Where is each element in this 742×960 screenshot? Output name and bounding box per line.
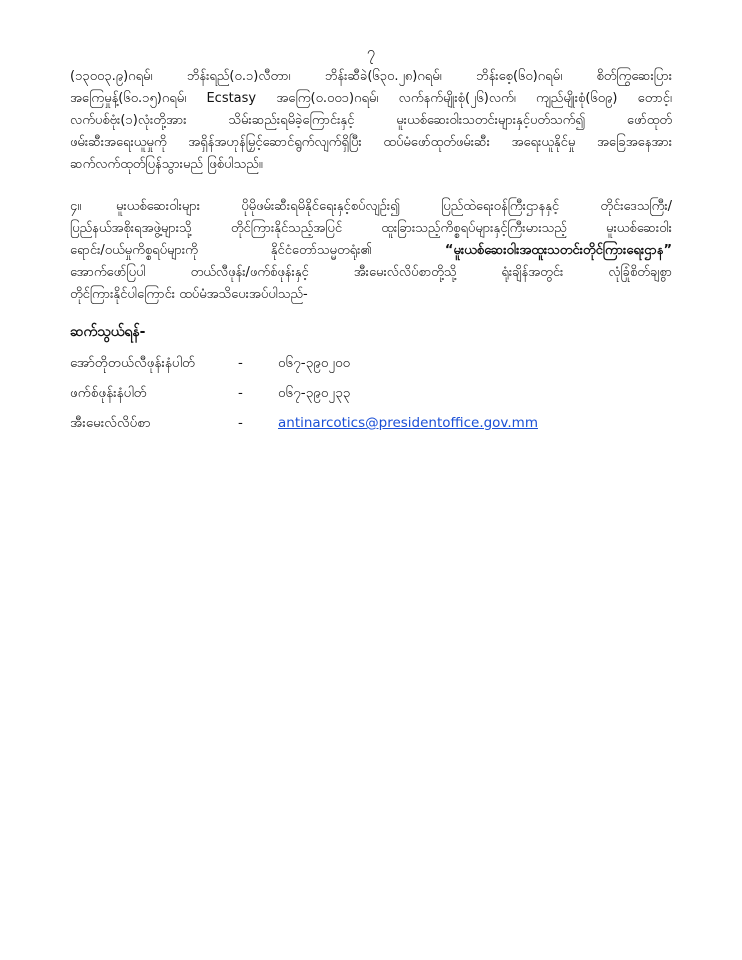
contact-separator: - — [238, 385, 243, 401]
contact-separator: - — [238, 415, 243, 431]
paragraph-line — [70, 196, 672, 218]
paragraph-line — [70, 240, 672, 262]
paragraph-seizure-summary — [70, 66, 672, 176]
email-link[interactable]: antinarcotics@presidentoffice.gov.mm — [278, 415, 538, 431]
paragraph-line: လက်ပစ်ဗုံး(၁)လုံးတို့အား သိမ်းဆည်းရမိခဲ့ကြောင်းနှင့် မူးယစ်ဆေးဝါးသတင်းများနှင့်ပတ်သက်၍ ဖော်ထုတ် — [70, 113, 672, 128]
contact-row-email — [70, 408, 672, 438]
phone-number: ၀၆၇-၃၉၀၂၀၀ — [278, 355, 351, 371]
paragraph-line: (၁၃၀၀၃.၉)ဂရမ်၊ ဘိန်းရည်(၀.၁)လီတာ၊ ဘိန်းဆီခဲ(၆၃၀.၂၈)ဂရမ်၊ ဘိန်းစေ့(၆၀)ဂရမ်၊ စိတ်ကြွဆေးပြား — [70, 69, 672, 84]
fax-number: ၀၆၇-၃၉၀၂၃၃ — [278, 385, 351, 401]
contact-row-fax — [70, 378, 672, 408]
paragraph-reporting-notice — [70, 196, 672, 306]
document-body — [70, 66, 672, 438]
paragraph-line: တိုင်ကြားနိုင်ပါကြောင်း ထပ်မံအသိပေးအပ်ပါသည်- — [70, 287, 308, 302]
paragraph-text: မူးယစ်ဆေးဝါးများ ပိုမိုဖမ်းဆီးရမိနိုင်ရေးနှင့်စပ်လျဉ်း၍ ပြည်ထဲရေးဝန်ကြီးဌာနနှင့် တိုင်းဒေသကြီး/ — [116, 199, 672, 214]
paragraph-line: အကြေမှုန့်(၆၀.၁၅)ဂရမ်၊ Ecstasy အကြေ(၀.၀၀၁)ဂရမ်၊ လက်နက်မျိုးစုံ(၂၆)လက်၊ ကျည်မျိုးစုံ(၆၀၉) တောင့်၊ — [70, 91, 672, 106]
paragraph-line: အောက်ဖော်ပြပါ တယ်လီဖုန်း/ဖက်စ်ဖုန်းနှင့် အီးမေးလ်လိပ်စာတို့သို့ ရုံးချိန်အတွင်း လုံခြုံစိတ်ချစွာ — [70, 265, 672, 280]
contact-heading: ဆက်သွယ်ရန်- — [70, 324, 146, 340]
contact-label: အော်တိုတယ်လီဖုန်းနံပါတ် — [70, 355, 196, 371]
contact-separator: - — [238, 355, 243, 371]
paragraph-number: ၄။ — [70, 199, 82, 214]
page-number: ၇ — [366, 43, 376, 61]
contact-label: အီးမေးလ်လိပ်စာ — [70, 415, 151, 431]
contact-label: ဖက်စ်ဖုန်းနံပါတ် — [70, 385, 147, 401]
paragraph-line: ဆက်လက်ထုတ်ပြန်သွားမည် ဖြစ်ပါသည်။ — [70, 157, 263, 172]
paragraph-line: ပြည်နယ်အစိုးရအဖွဲ့များသို့ တိုင်ကြားနိုင်သည့်အပြင် ထူးခြားသည့်ကိစ္စရပ်များနှင့်ကြီးမားသည့် မူးယစ်ဆေးဝါး — [70, 221, 672, 236]
department-name: “မူးယစ်ဆေးဝါးအထူးသတင်းတိုင်ကြားရေးဌာန” — [444, 243, 672, 258]
contact-row-phone — [70, 348, 672, 378]
paragraph-line: ဖမ်းဆီးအရေးယူမှုကို အရှိန်အဟုန်မြှင့်ဆောင်ရွက်လျက်ရှိပြီး ထပ်မံဖော်ထုတ်ဖမ်းဆီး အရေးယူနိုင်မှု အခြေအနေအား — [70, 135, 672, 150]
paragraph-text: ရောင်း/ဝယ်မှုကိစ္စရပ်များကို နိုင်ငံတော်သမ္မတရုံး၏ — [70, 243, 372, 258]
